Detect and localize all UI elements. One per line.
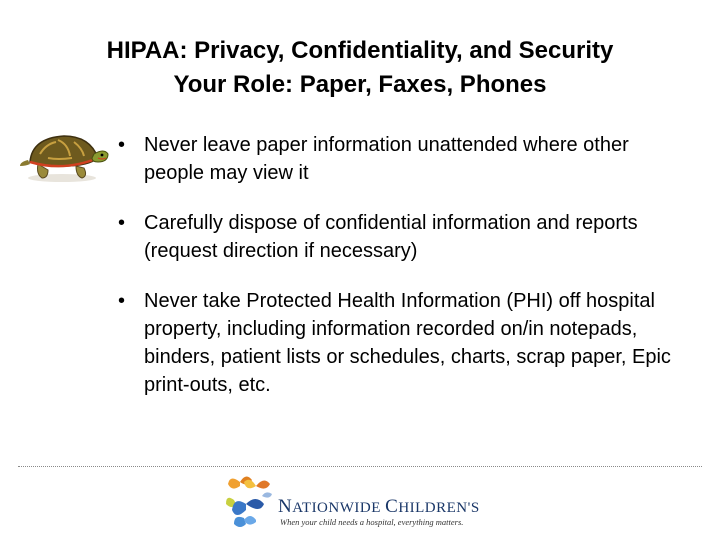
bullet-text: Carefully dispose of confidential information and reports (request direction if necessary): [144, 212, 638, 262]
bullet-item-dispose: [112, 209, 692, 265]
butterfly-cluster-icon: [226, 472, 284, 534]
brand-name: NATIONWIDE CHILDREN'S: [278, 496, 480, 517]
bullet-dot: •: [118, 212, 126, 234]
bullet-item-paper: [112, 131, 692, 187]
turtle-icon: [18, 124, 110, 186]
footer-divider: [18, 466, 702, 467]
bullet-list: [112, 131, 692, 421]
title-line-1: HIPAA: Privacy, Confidentiality, and Security: [106, 37, 614, 64]
bullet-text: Never leave paper information unattended where other people may view it: [144, 134, 629, 184]
slide-title: [0, 34, 720, 102]
nationwide-childrens-logo: [226, 472, 486, 534]
bullet-dot: •: [118, 290, 126, 312]
bullet-text: Never take Protected Health Information (PHI) off hospital property, including information recorded on/in notepads, binders, patient lists or schedules, charts, scrap paper, Epic print-outs, etc.: [144, 290, 671, 396]
title-line-2: Your Role: Paper, Faxes, Phones: [173, 71, 547, 98]
logo-tagline: When your child needs a hospital, everything matters.: [280, 517, 464, 527]
bullet-item-phi: [112, 287, 692, 399]
bullet-dot: •: [118, 134, 126, 156]
